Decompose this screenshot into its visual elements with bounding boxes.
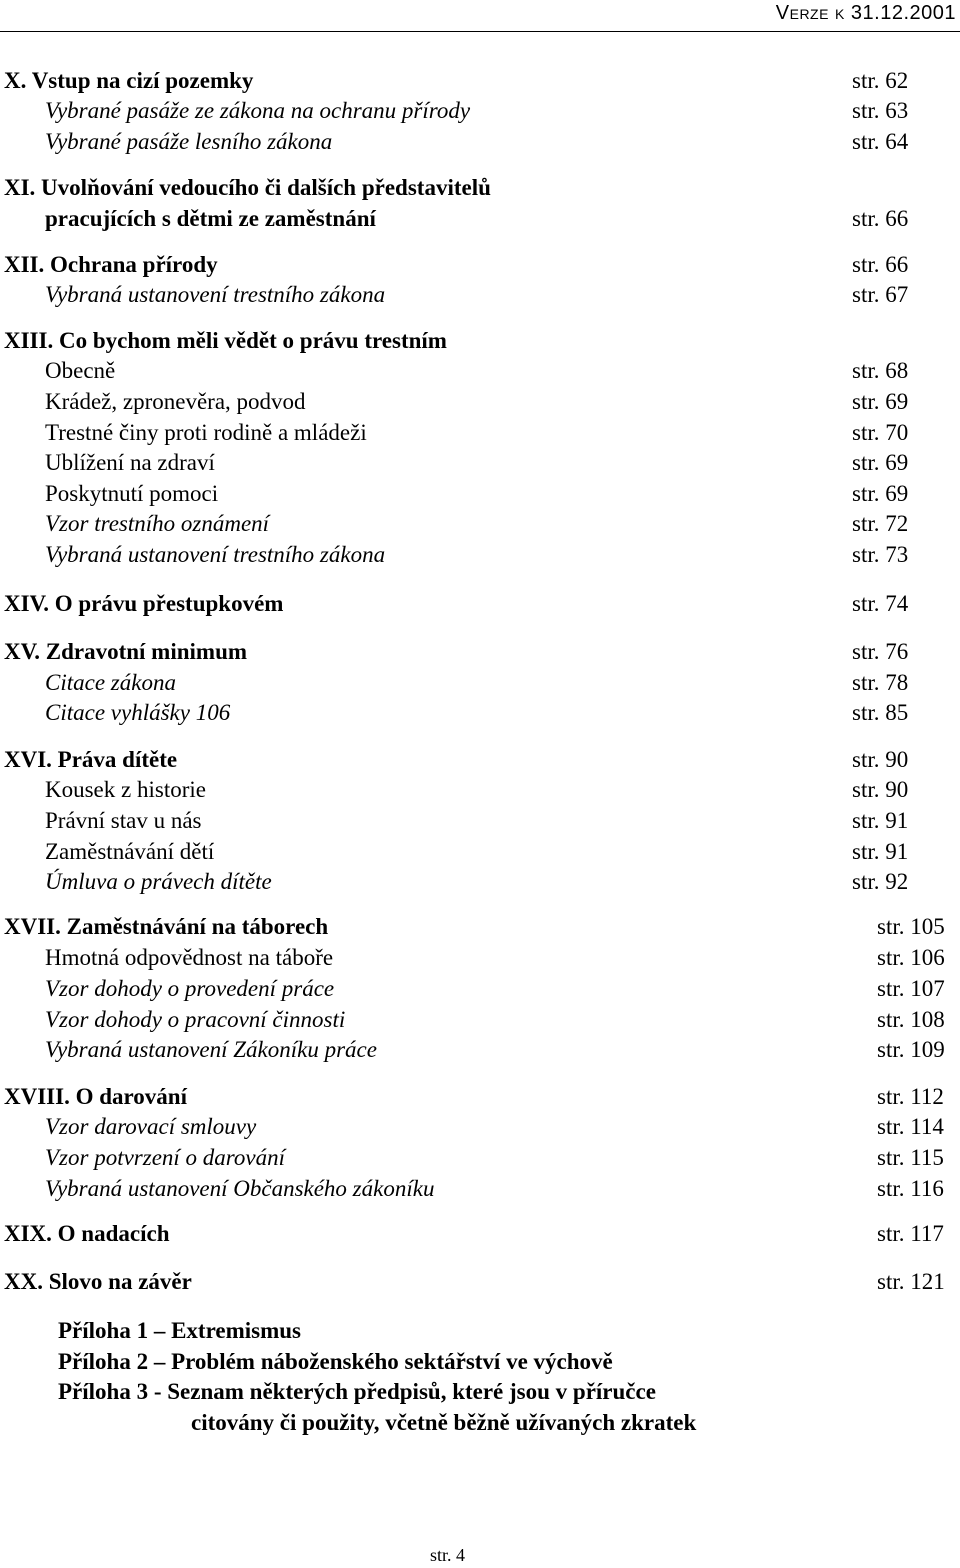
toc-entry-page: str. 68 [852, 358, 909, 383]
toc-subentry [0, 698, 960, 728]
toc-entry-page: str. 69 [852, 450, 909, 475]
toc-entry-label: Krádež, zpronevěra, podvod [45, 389, 306, 414]
toc-entry-label: X. Vstup na cizí pozemky [4, 68, 254, 93]
toc-entry-page: str. 90 [852, 777, 909, 802]
toc-subentry [0, 540, 960, 570]
toc-entry-page: str. 78 [852, 670, 909, 695]
toc-entry-label: Vybraná ustanovení trestního zákona [45, 282, 386, 307]
toc-entry-label: Vzor dohody o pracovní činnosti [45, 1007, 346, 1032]
toc-entry-label: XX. Slovo na závěr [4, 1269, 192, 1294]
toc-entry-label: XVII. Zaměstnávání na táborech [4, 914, 329, 939]
toc-chapter-xi-continued [0, 204, 960, 234]
toc-entry-page: str. 115 [877, 1145, 944, 1170]
toc-chapter-xx [0, 1267, 960, 1297]
toc-entry-page: str. 66 [852, 206, 909, 231]
toc-entry-label: Úmluva o právech dítěte [45, 869, 272, 894]
toc-entry-label: Vybraná ustanovení Občanského zákoníku [45, 1176, 435, 1201]
toc-entry-page: str. 107 [877, 976, 945, 1001]
toc-entry-label: XVIII. O darování [4, 1084, 187, 1109]
toc-entry-page: str. 67 [852, 282, 909, 307]
toc-entry-page: str. 109 [877, 1037, 945, 1062]
toc-entry-page: str. 85 [852, 700, 909, 725]
toc-subentry [0, 387, 960, 417]
toc-entry-page: str. 116 [877, 1176, 944, 1201]
toc-entry-label: Vybraná ustanovení Zákoníku práce [45, 1037, 377, 1062]
toc-entry-label: Zaměstnávání dětí [45, 839, 215, 864]
toc-subentry [0, 1143, 960, 1173]
toc-entry-page: str. 69 [852, 389, 909, 414]
toc-entry-label: Poskytnutí pomoci [45, 481, 219, 506]
toc-subentry [0, 867, 960, 897]
toc-entry-label: XVI. Práva dítěte [4, 747, 178, 772]
toc-entry-label: XIX. O nadacích [4, 1221, 170, 1246]
toc-entry-label: Právní stav u nás [45, 808, 202, 833]
toc-subentry [0, 96, 960, 126]
toc-entry-label: Citace zákona [45, 670, 176, 695]
toc-entry-label: Trestné činy proti rodině a mládeži [45, 420, 367, 445]
toc-entry-page: str. 108 [877, 1007, 945, 1032]
toc-subentry [0, 837, 960, 867]
appendix-label: Příloha 1 – Extremismus [58, 1318, 301, 1343]
toc-entry-page: str. 70 [852, 420, 909, 445]
toc-subentry [0, 127, 960, 157]
toc-entry-page: str. 74 [852, 591, 909, 616]
appendix-2 [0, 1347, 960, 1377]
toc-entry-label: Vybrané pasáže lesního zákona [45, 129, 333, 154]
toc-chapter-xii [0, 250, 960, 280]
toc-chapter-x [0, 66, 960, 96]
toc-entry-label: XI. Uvolňování vedoucího či dalších představitelů [4, 175, 491, 200]
toc-chapter-xvii [0, 912, 960, 942]
toc-entry-page: str. 64 [852, 129, 909, 154]
toc-entry-label: Vzor dohody o provedení práce [45, 976, 335, 1001]
toc-chapter-xi [0, 173, 960, 203]
document-version: Verze k 31.12.2001 [775, 2, 956, 24]
toc-subentry [0, 775, 960, 805]
toc-chapter-xiv [0, 589, 960, 619]
appendix-label: Příloha 3 - Seznam některých předpisů, které jsou v příručce [58, 1379, 656, 1404]
toc-entry-label: Vzor potvrzení o darování [45, 1145, 285, 1170]
toc-entry-page: str. 112 [877, 1084, 944, 1109]
page-number: str. 4 [430, 1545, 466, 1565]
toc-entry-page: str. 106 [877, 945, 945, 970]
toc-subentry [0, 943, 960, 973]
toc-entry-label: Vzor darovací smlouvy [45, 1114, 257, 1139]
toc-entry-page: str. 91 [852, 839, 909, 864]
toc-entry-label: Kousek z historie [45, 777, 206, 802]
toc-entry-label: Citace vyhlášky 106 [45, 700, 231, 725]
toc-chapter-xix [0, 1219, 960, 1249]
appendix-3 [0, 1377, 960, 1407]
toc-entry-page: str. 90 [852, 747, 909, 772]
toc-entry-page: str. 62 [852, 68, 909, 93]
toc-entry-label: Vybraná ustanovení trestního zákona [45, 542, 386, 567]
toc-subentry [0, 418, 960, 448]
toc-entry-page: str. 117 [877, 1221, 944, 1246]
toc-subentry [0, 1174, 960, 1204]
toc-entry-label: Vzor trestního oznámení [45, 511, 270, 536]
toc-entry-page: str. 105 [877, 914, 945, 939]
toc-subentry [0, 668, 960, 698]
toc-chapter-xiii [0, 326, 960, 356]
toc-entry-label: XII. Ochrana přírody [4, 252, 218, 277]
toc-subentry [0, 1035, 960, 1065]
toc-entry-label: Ublížení na zdraví [45, 450, 215, 475]
toc-entry-label: XIV. O právu přestupkovém [4, 591, 284, 616]
toc-chapter-xviii [0, 1082, 960, 1112]
appendix-1 [0, 1316, 960, 1346]
toc-entry-label: Hmotná odpovědnost na táboře [45, 945, 334, 970]
toc-subentry [0, 806, 960, 836]
toc-entry-page: str. 63 [852, 98, 909, 123]
toc-subentry [0, 448, 960, 478]
toc-entry-page: str. 92 [852, 869, 909, 894]
appendix-label: citovány či použity, včetně běžně užívaných zkratek [191, 1410, 697, 1435]
toc-subentry [0, 1112, 960, 1142]
toc-subentry [0, 479, 960, 509]
toc-entry-label: pracujících s dětmi ze zaměstnání [45, 206, 376, 231]
toc-entry-label: Obecně [45, 358, 116, 383]
toc-entry-page: str. 73 [852, 542, 909, 567]
toc-entry-page: str. 121 [877, 1269, 945, 1294]
toc-entry-page: str. 91 [852, 808, 909, 833]
toc-entry-page: str. 72 [852, 511, 909, 536]
toc-entry-label: Vybrané pasáže ze zákona na ochranu přírody [45, 98, 471, 123]
toc-subentry [0, 1005, 960, 1035]
toc-subentry [0, 356, 960, 386]
toc-subentry [0, 509, 960, 539]
toc-entry-page: str. 76 [852, 639, 909, 664]
toc-entry-page: str. 114 [877, 1114, 944, 1139]
toc-chapter-xv [0, 637, 960, 667]
toc-entry-page: str. 66 [852, 252, 909, 277]
toc-subentry [0, 974, 960, 1004]
appendix-3-continued [0, 1408, 960, 1438]
toc-chapter-xvi [0, 745, 960, 775]
toc-entry-label: XIII. Co bychom měli vědět o právu trestním [4, 328, 447, 353]
appendix-label: Příloha 2 – Problém náboženského sektářství ve výchově [58, 1349, 613, 1374]
toc-entry-label: XV. Zdravotní minimum [4, 639, 248, 664]
toc-subentry [0, 280, 960, 310]
toc-entry-page: str. 69 [852, 481, 909, 506]
